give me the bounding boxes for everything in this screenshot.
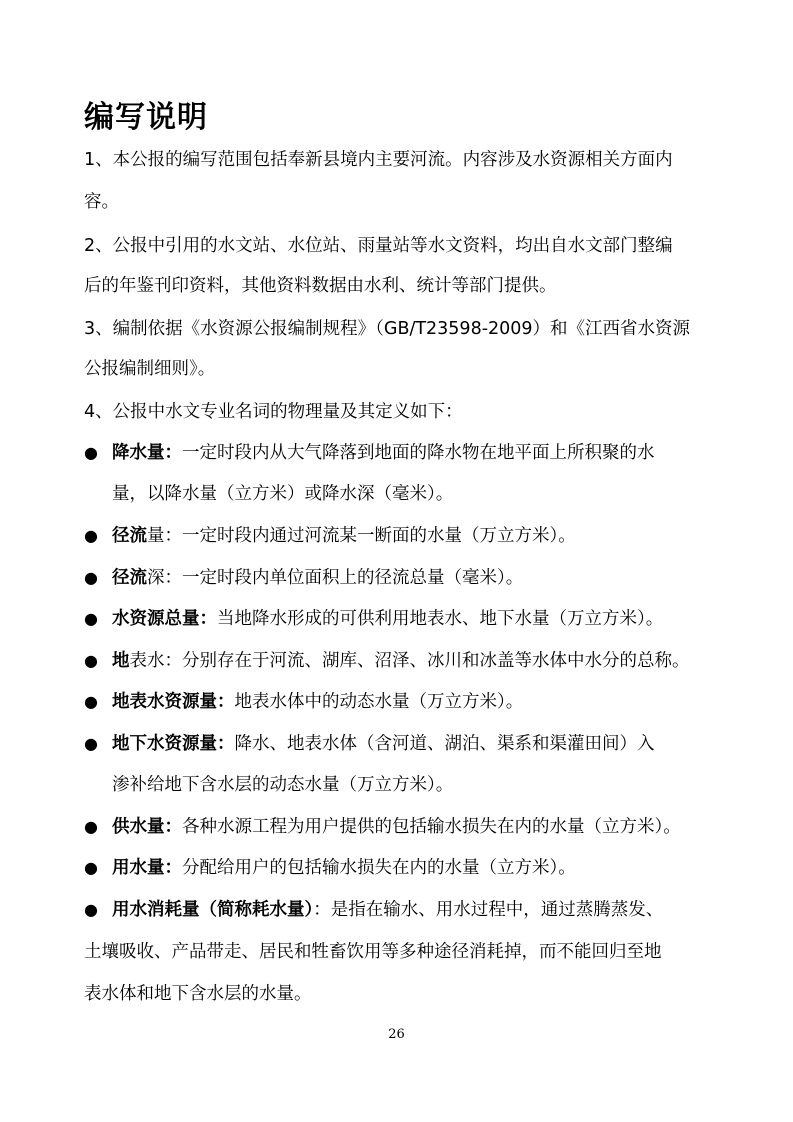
page-number: 26: [388, 1027, 405, 1042]
definition-text: 一定时段内从大气降落到地面的降水物在地平面上所积聚的水: [182, 443, 655, 463]
bullet-icon: ●: [84, 568, 98, 587]
definition-text: 深：一定时段内单位面积上的径流总量（毫米）。: [147, 568, 524, 588]
definition-item: [84, 607, 663, 631]
definition-item: [84, 898, 663, 922]
definition-continuation: 土壤吸收、产品带走、居民和牲畜饮用等多种途径消耗掉，而不能回归至地: [84, 942, 662, 962]
definition-item: [84, 856, 576, 880]
definition-term: 降水量：: [112, 443, 182, 463]
definition-item: [84, 732, 655, 756]
definition-text: 降水、地表水体（含河道、湖泊、渠系和渠灌田间）入: [234, 734, 655, 754]
bullet-icon: ●: [84, 526, 98, 545]
definition-continuation: 渗补给地下含水层的动态水量（万立方米）。: [112, 775, 454, 795]
definition-term: 水资源总量：: [112, 609, 217, 629]
bullet-icon: ●: [84, 692, 98, 711]
definition-term: 径流: [112, 526, 147, 546]
bullet-icon: ●: [84, 609, 98, 628]
definition-term: 地下水资源量：: [112, 734, 235, 754]
definition-item: [84, 441, 655, 465]
bullet-icon: ●: [84, 651, 98, 670]
definition-term: 地表水资源量：: [112, 692, 235, 712]
definition-item: [84, 524, 576, 548]
note-4-line: 4、公报中水文专业名词的物理量及其定义如下：: [84, 402, 463, 422]
note-3-line-2: 公报编制细则》。: [84, 359, 216, 379]
definition-term: 径流: [112, 568, 147, 588]
definition-item: [84, 649, 690, 673]
definition-term: 用水消耗量（简称耗水量）: [112, 900, 314, 920]
note-3-line-1: 3、编制依据《水资源公报编制规程》（GB/T23598-2009）和《江西省水资源: [84, 319, 691, 339]
definition-text: ：是指在输水、用水过程中，通过蒸腾蒸发、: [313, 900, 664, 920]
definition-term: 用水量：: [112, 858, 182, 878]
definition-item: [84, 815, 681, 839]
definition-text: 表水：分别存在于河流、湖库、沼泽、冰川和冰盖等水体中水分的总称。: [129, 651, 690, 671]
note-2-line-2: 后的年鉴刊印资料，其他资料数据由水利、统计等部门提供。: [84, 276, 557, 296]
definition-text: 当地降水形成的可供利用地表水、地下水量（万立方米）。: [217, 609, 664, 629]
bullet-icon: ●: [84, 900, 98, 919]
note-2-line-1: 2、公报中引用的水文站、水位站、雨量站等水文资料，均出自水文部门整编: [84, 236, 673, 256]
bullet-icon: ●: [84, 858, 98, 877]
page-title: 编写说明: [84, 100, 208, 135]
bullet-icon: ●: [84, 443, 98, 462]
definition-item: [84, 690, 523, 714]
definition-text: 量：一定时段内通过河流某一断面的水量（万立方米）。: [147, 526, 576, 546]
definition-text: 各种水源工程为用户提供的包括输水损失在内的水量（立方米）。: [182, 817, 681, 837]
definition-continuation: 量，以降水量（立方米）或降水深（毫米）。: [112, 484, 454, 504]
note-1-line-1: 1、本公报的编写范围包括奉新县境内主要河流。内容涉及水资源相关方面内: [84, 150, 673, 170]
note-1-line-2: 容。: [84, 192, 119, 212]
bullet-icon: ●: [84, 734, 98, 753]
definition-term: 供水量：: [112, 817, 182, 837]
definition-item: [84, 566, 523, 590]
bullet-icon: ●: [84, 817, 98, 836]
definition-term: 地: [112, 651, 130, 671]
definition-continuation: 表水体和地下含水层的水量。: [84, 984, 312, 1004]
definition-text: 分配给用户的包括输水损失在内的水量（立方米）。: [182, 858, 576, 878]
definition-text: 地表水体中的动态水量（万立方米）。: [234, 692, 524, 712]
